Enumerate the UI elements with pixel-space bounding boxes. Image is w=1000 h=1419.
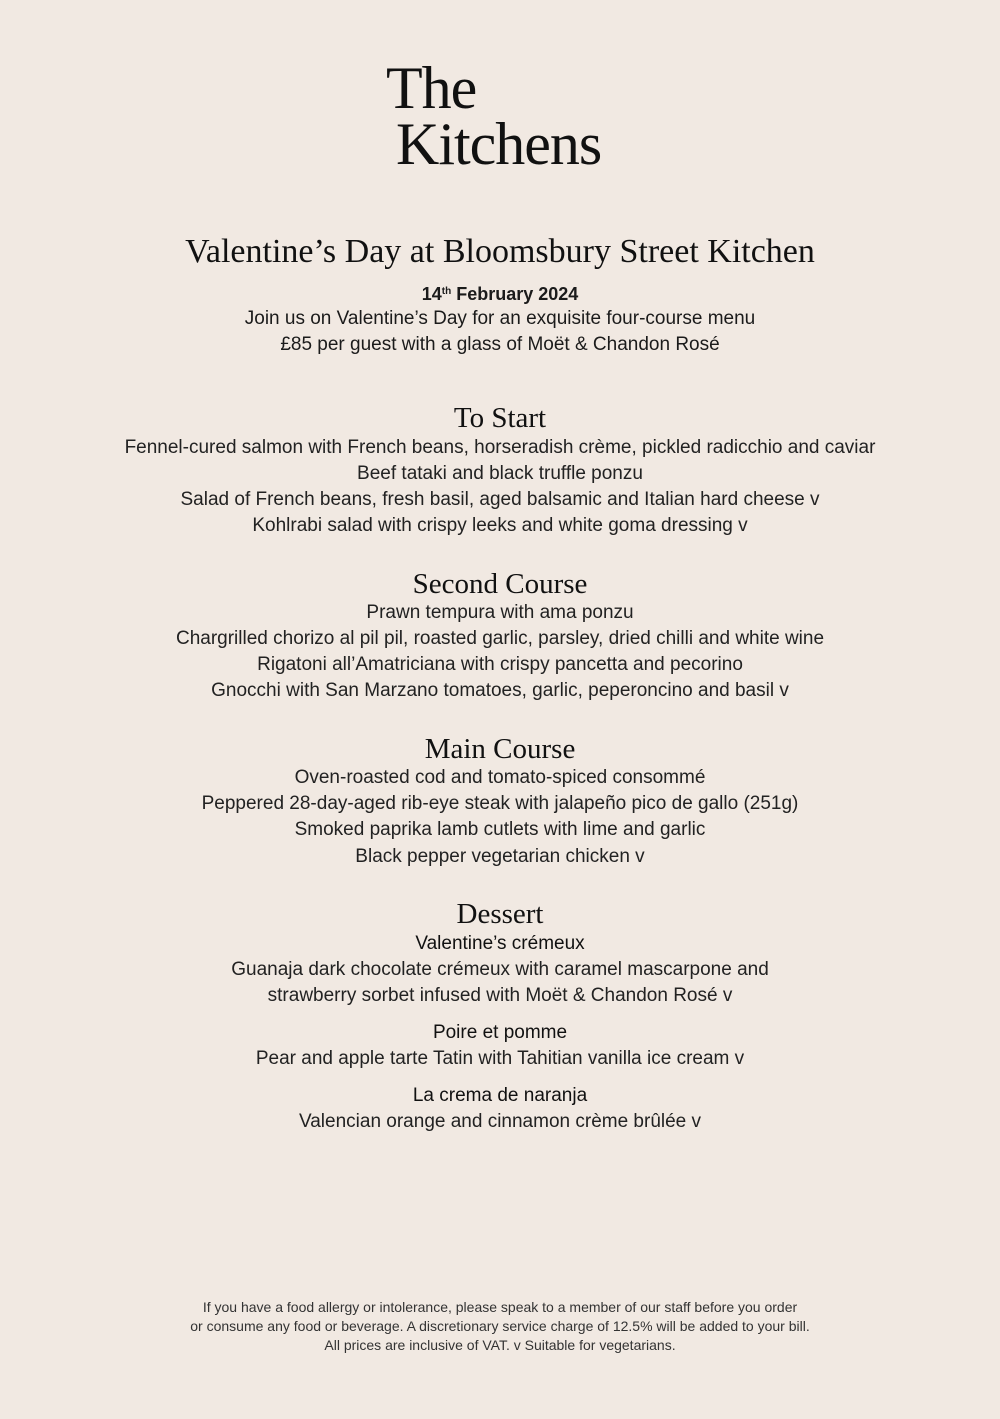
intro-line: Join us on Valentine’s Day for an exquisite four-course menu [244,308,756,329]
menu-item: Black pepper vegetarian chicken v [355,846,645,867]
menu-item: Gnocchi with San Marzano tomatoes, garlic, peperoncino and basil v [211,680,789,701]
menu-item: Rigatoni all’Amatriciana with crispy pancetta and pecorino [257,654,743,675]
dessert-description: Valencian orange and cinnamon crème brûlée v [298,1111,702,1132]
section-title-main-course: Main Course [424,733,576,765]
event-date [0,282,1000,306]
event-date-day: 14 [421,284,442,304]
footer-service-charge: or consume any food or beverage. A discretionary service charge of 12.5% will be added to your bill. [190,1318,810,1334]
dessert-description: Pear and apple tarte Tatin with Tahitian vanilla ice cream v [255,1048,745,1069]
dessert-name: Poire et pomme [432,1022,568,1043]
section-title-second-course: Second Course [412,568,588,600]
dessert-description: Guanaja dark chocolate crémeux with caramel mascarpone and [231,959,769,980]
section-title-starters: To Start [453,402,547,434]
logo-line-1: The [386,55,477,121]
menu-item: Kohlrabi salad with crispy leeks and white goma dressing v [252,515,748,536]
menu-item: Peppered 28-day-aged rib-eye steak with jalapeño pico de gallo (251g) [201,793,799,814]
menu-item: Beef tataki and black truffle ponzu [357,463,643,484]
footer-allergy-notice: If you have a food allergy or intolerance, please speak to a member of our staff before you order [202,1299,798,1315]
event-title: Valentine’s Day at Bloomsbury Street Kitchen [185,233,815,270]
dessert-name: La crema de naranja [412,1085,588,1106]
menu-item: Oven-roasted cod and tomato-spiced consommé [294,767,706,788]
event-date-rest: February 2024 [451,284,579,304]
menu-item: Chargrilled chorizo al pil pil, roasted garlic, parsley, dried chilli and white wine [175,628,825,649]
section-title-dessert: Dessert [456,898,544,930]
menu-item: Fennel-cured salmon with French beans, horseradish crème, pickled radicchio and caviar [124,437,876,458]
brand-logo [386,55,602,177]
menu-item: Salad of French beans, fresh basil, aged balsamic and Italian hard cheese v [180,489,820,510]
logo-line-2: Kitchens [396,111,602,177]
dessert-name: Valentine’s crémeux [415,933,585,954]
event-date-suffix: th [441,286,452,297]
dessert-description: strawberry sorbet infused with Moët & Chandon Rosé v [267,985,733,1006]
menu-item: Smoked paprika lamb cutlets with lime and garlic [294,819,706,840]
menu-item: Prawn tempura with ama ponzu [366,602,634,623]
footer-vat-note: All prices are inclusive of VAT. v Suitable for vegetarians. [324,1337,676,1353]
price-line: £85 per guest with a glass of Moët & Chandon Rosé [280,334,720,355]
